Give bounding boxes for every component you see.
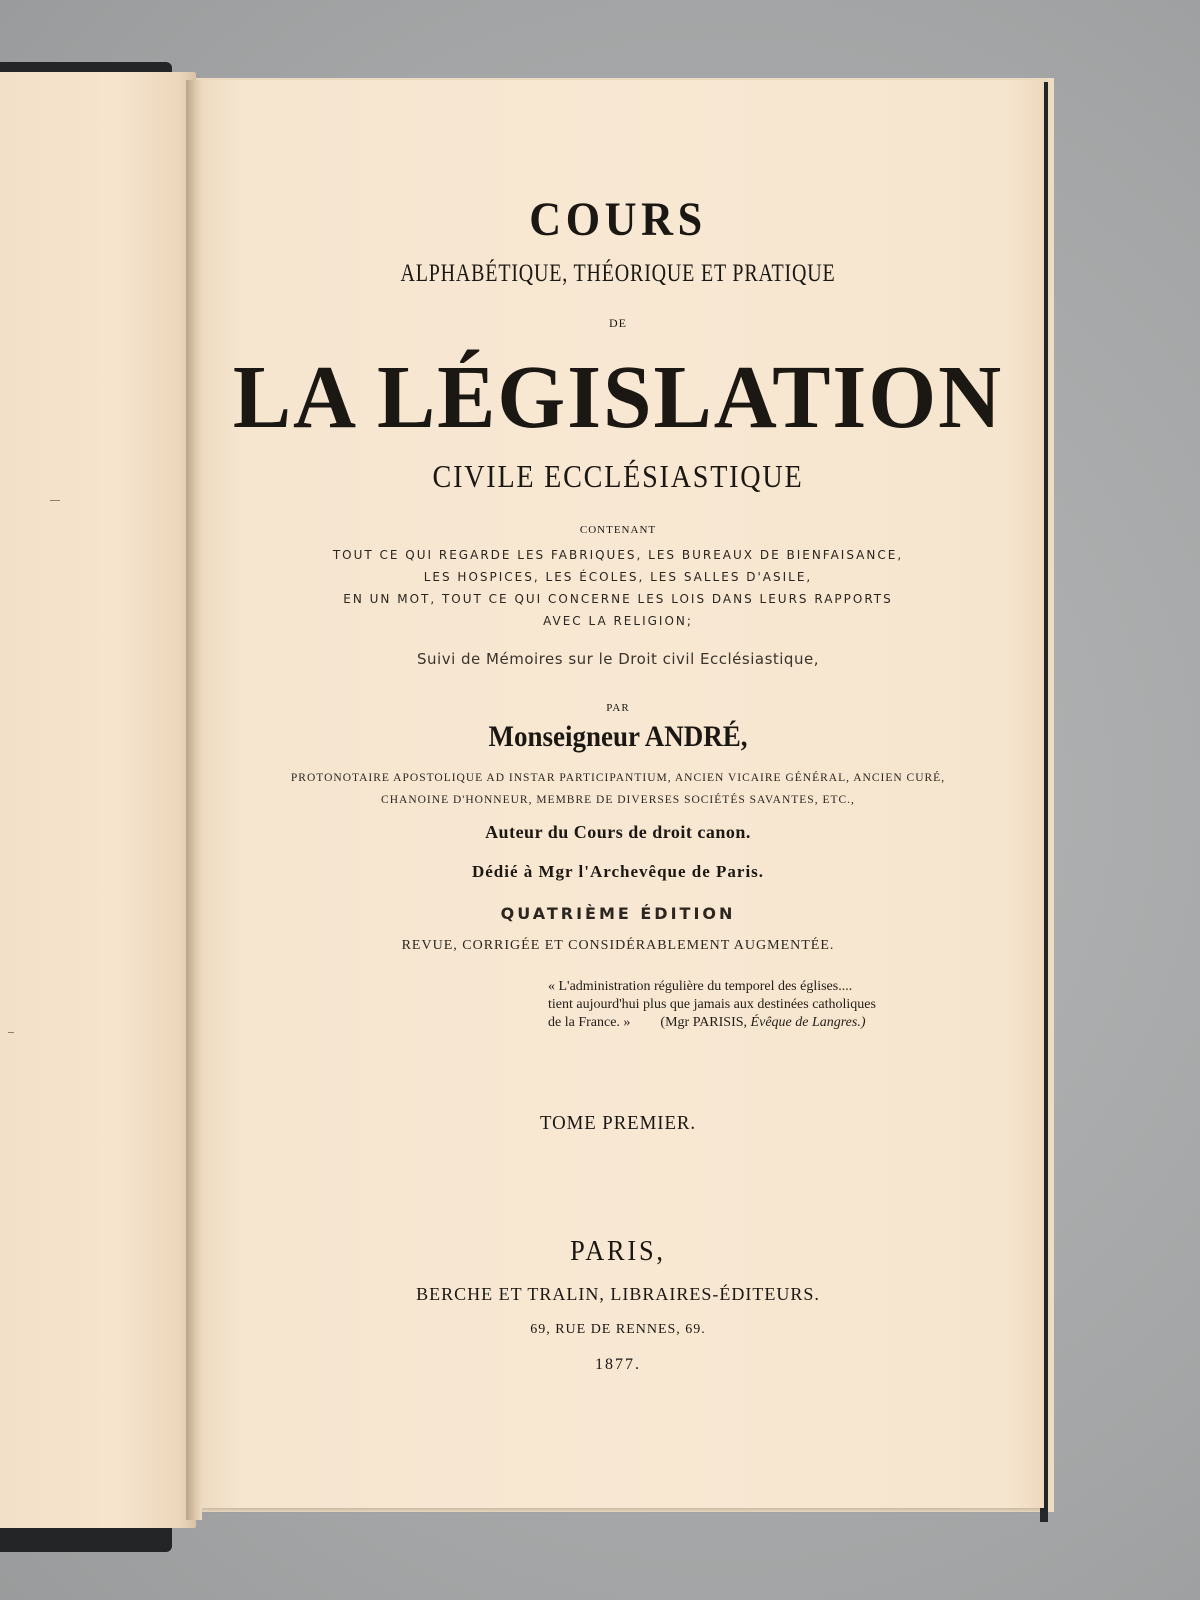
contents-line: LES HOSPICES, LES ÉCOLES, LES SALLES D'ASILE, bbox=[423, 570, 813, 584]
quote-line-last bbox=[548, 1014, 938, 1032]
contents-line: AVEC LA RELIGION; bbox=[543, 614, 693, 628]
left-blank-page bbox=[0, 72, 196, 1528]
contents-line: EN UN MOT, TOUT CE QUI CONCERNE LES LOIS DANS LEURS RAPPORTS bbox=[343, 592, 893, 606]
title-civile: CIVILE ECCLÉSIASTIQUE bbox=[432, 458, 804, 494]
paper-speck bbox=[8, 1032, 14, 1033]
imprint-publisher: BERCHE ET TRALIN, LIBRAIRES-ÉDITEURS. bbox=[416, 1284, 820, 1304]
edition-label: QUATRIÈME ÉDITION bbox=[500, 904, 736, 923]
title-subtitle: ALPHABÉTIQUE, THÉORIQUE ET PRATIQUE bbox=[400, 260, 836, 287]
attribution-prefix: (Mgr PARISIS, bbox=[660, 1015, 748, 1030]
imprint-address: 69, RUE DE RENNES, 69. bbox=[530, 1322, 706, 1337]
author-titles-line: CHANOINE D'HONNEUR, MEMBRE DE DIVERSES SOCIÉTÉS SAVANTES, ETC., bbox=[381, 794, 855, 806]
title-de: DE bbox=[609, 316, 627, 330]
title-page bbox=[192, 80, 1044, 1508]
contenant-label: CONTENANT bbox=[579, 524, 657, 536]
title-cours: COURS bbox=[529, 193, 707, 246]
quote-line: de la France. » bbox=[548, 1015, 631, 1030]
dedication-line: Dédié à Mgr l'Archevêque de Paris. bbox=[471, 862, 765, 881]
imprint-city: PARIS, bbox=[570, 1236, 666, 1267]
attribution-title: Évêque de Langres.) bbox=[750, 1015, 866, 1030]
auteur-line: Auteur du Cours de droit canon. bbox=[485, 822, 751, 842]
main-title: LA LÉGISLATION bbox=[232, 348, 1004, 447]
author-name: Monseigneur ANDRÉ, bbox=[488, 720, 748, 753]
contents-line: TOUT CE QUI REGARDE LES FABRIQUES, LES BUREAUX DE BIENFAISANCE, bbox=[332, 548, 904, 562]
suivi-line: Suivi de Mémoires sur le Droit civil Ecclésiastique, bbox=[417, 650, 819, 668]
imprint-year: 1877. bbox=[595, 1356, 641, 1373]
quote-attribution bbox=[660, 1015, 865, 1030]
paper-speck bbox=[50, 500, 60, 501]
epigraph-quote bbox=[548, 978, 938, 1032]
quote-line: tient aujourd'hui plus que jamais aux destinées catholiques bbox=[548, 997, 876, 1012]
quote-line: « L'administration régulière du temporel des églises.... bbox=[548, 979, 853, 994]
author-titles-line: PROTONOTAIRE APOSTOLIQUE AD INSTAR PARTICIPANTIUM, ANCIEN VICAIRE GÉNÉRAL, ANCIEN CURÉ, bbox=[290, 772, 946, 784]
tome-label: TOME PREMIER. bbox=[539, 1112, 697, 1134]
par-label: PAR bbox=[606, 702, 630, 714]
edition-note: REVUE, CORRIGÉE ET CONSIDÉRABLEMENT AUGMENTÉE. bbox=[401, 938, 835, 953]
